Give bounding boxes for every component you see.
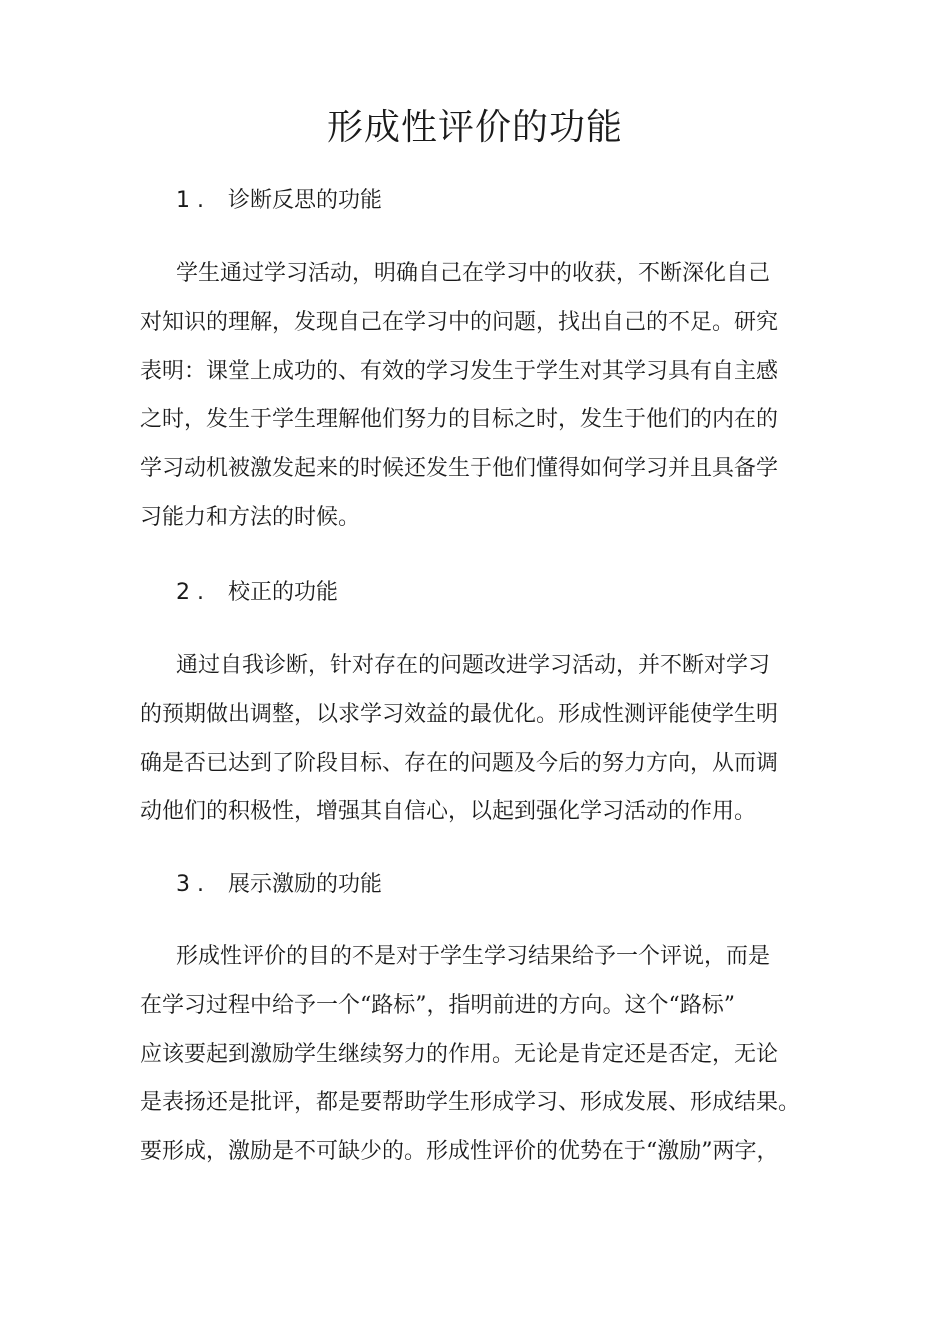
paragraph-line: 应该要起到激励学生继续努力的作用。无论是肯定还是否定，无论 — [140, 1041, 779, 1067]
section-1-title: 诊断反思的功能 — [228, 188, 383, 213]
section-1-number-digit: 1 — [176, 188, 190, 213]
paragraph-line: 通过自我诊断，针对存在的问题改进学习活动，并不断对学习 — [176, 653, 771, 678]
paragraph-line: 动他们的积极性，增强其自信心，以起到强化学习活动的作用。 — [140, 799, 757, 825]
paragraph-line: 之时，发生于学生理解他们努力的目标之时，发生于他们的内在的 — [140, 407, 779, 433]
section-2-number-digit: 2 — [176, 580, 190, 605]
paragraph-line: 表明：课堂上成功的、有效的学习发生于学生对其学习具有自主感 — [140, 358, 779, 384]
section-1-number-dot: . — [197, 188, 204, 213]
section-3-number — [176, 870, 228, 900]
section-3-number-digit: 3 — [176, 872, 190, 897]
document-title: 形成性评价的功能 — [326, 107, 623, 148]
section-2-heading — [176, 578, 338, 608]
paragraph-line: 习能力和方法的时候。 — [140, 504, 361, 530]
paragraph-line: 学习动机被激发起来的时候还发生于他们懂得如何学习并且具备学 — [140, 456, 779, 482]
paragraph-line: 的预期做出调整，以求学习效益的最优化。形成性测评能使学生明 — [140, 701, 779, 727]
section-3-number-dot: . — [197, 872, 204, 897]
section-3-paragraph — [140, 933, 840, 1177]
section-3-title: 展示激励的功能 — [228, 872, 383, 897]
section-1-heading — [176, 186, 382, 216]
section-2-title: 校正的功能 — [228, 580, 339, 605]
section-2-paragraph — [140, 642, 840, 837]
section-1-paragraph — [140, 250, 840, 543]
paragraph-line: 要形成，激励是不可缺少的。形成性评价的优势在于“激励”两字， — [140, 1139, 779, 1165]
paragraph-line: 形成性评价的目的不是对于学生学习结果给予一个评说，而是 — [176, 944, 771, 969]
paragraph-line: 对知识的理解，发现自己在学习中的问题，找出自己的不足。研究 — [140, 309, 779, 335]
section-2-number — [176, 578, 228, 608]
section-3-heading — [176, 870, 382, 900]
section-1-number — [176, 186, 228, 216]
section-2-number-dot: . — [197, 580, 204, 605]
paragraph-line: 确是否已达到了阶段目标、存在的问题及今后的努力方向，从而调 — [140, 750, 779, 776]
paragraph-line: 学生通过学习活动，明确自己在学习中的收获，不断深化自己 — [176, 261, 771, 286]
paragraph-line: 是表扬还是批评，都是要帮助学生形成学习、形成发展、形成结果。 — [140, 1090, 801, 1116]
paragraph-line: 在学习过程中给予一个“路标”，指明前进的方向。这个“路标” — [140, 992, 735, 1018]
